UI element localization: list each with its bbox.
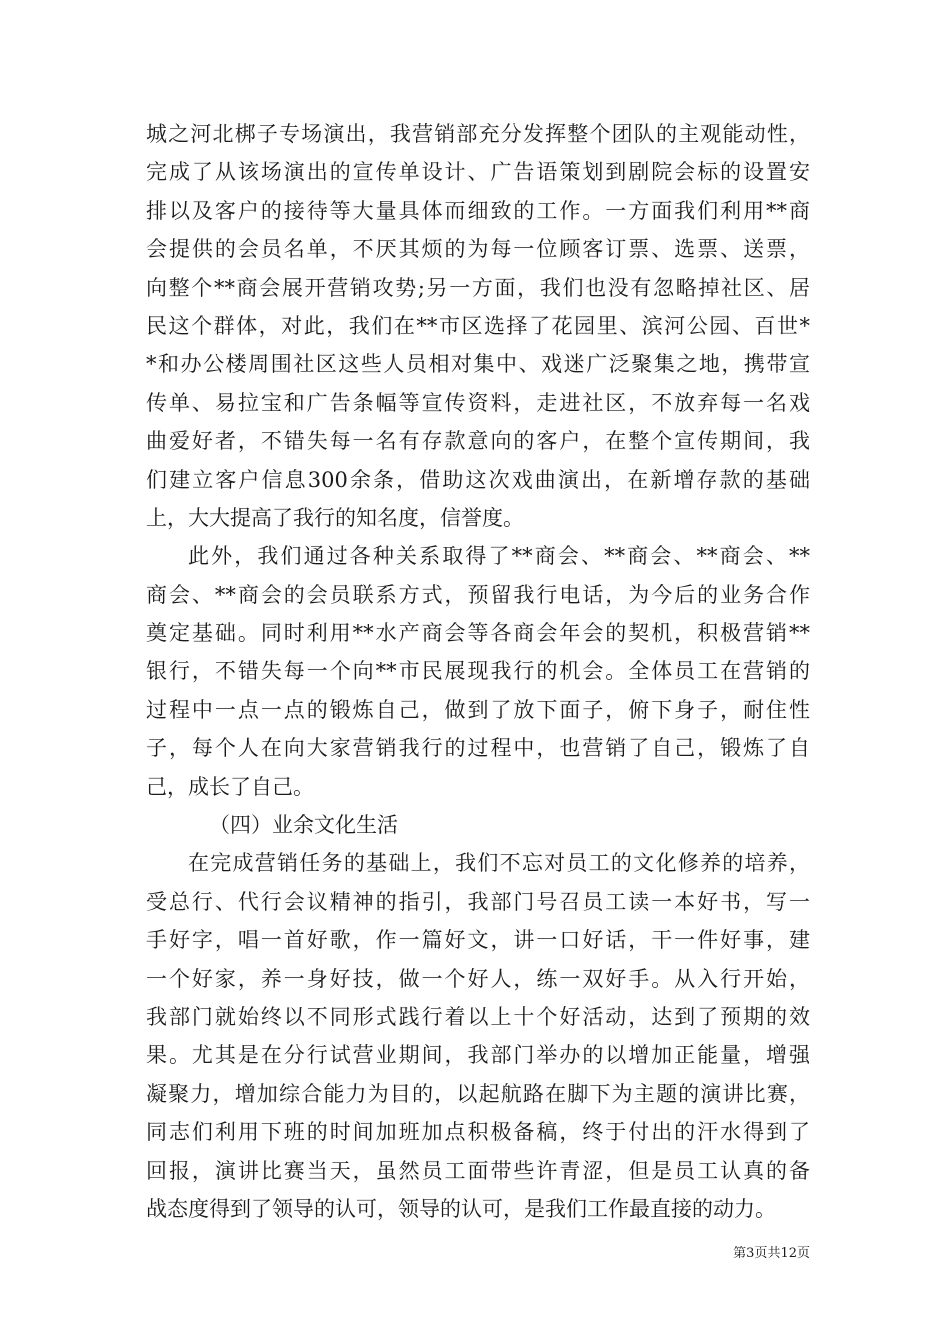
text-line: 手好字，唱一首好歌，作一篇好文，讲一口好话，干一件好事，建 [146,928,810,953]
text-line: 民这个群体，对此，我们在**市区选择了花园里、滨河公园、百世* [146,313,810,338]
section-heading: （四）业余文化生活 [209,813,398,838]
text-line: 己，成长了自己。 [146,774,314,799]
text-line: 银行，不错失每一个向**市民展现我行的机会。全体员工在营销的 [146,659,810,684]
text-line: 城之河北梆子专场演出，我营销部充分发挥整个团队的主观能动性， [146,122,810,146]
text-line: 过程中一点一点的锻炼自己，做到了放下面子，俯下身子，耐住性 [146,697,810,722]
text-line: 传单、易拉宝和广告条幅等宣传资料，走进社区，不放弃每一名戏 [146,390,810,415]
text-line: 上，大大提高了我行的知名度，信誉度。 [146,505,524,530]
text-line: 曲爱好者，不错失每一名有存款意向的客户，在整个宣传期间，我 [146,429,810,454]
paragraph-1 [146,115,810,537]
paragraph-2 [146,537,810,806]
text-line: 完成了从该场演出的宣传单设计、广告语策划到剧院会标的设置安 [146,160,810,185]
text-line: 子，每个人在向大家营销我行的过程中，也营销了自己，锻炼了自 [146,736,810,761]
text-line: 凝聚力，增加综合能力为目的，以起航路在脚下为主题的演讲比赛， [146,1081,810,1106]
page-number: 第3页共12页 [733,1246,810,1261]
text-line: 回报，演讲比赛当天，虽然员工面带些许青涩，但是员工认真的备 [146,1158,810,1183]
text-line: 在完成营销任务的基础上，我们不忘对员工的文化修养的培养， [188,851,810,876]
document-body [146,115,810,1228]
text-line: 同志们利用下班的时间加班加点积极备稿，终于付出的汗水得到了 [146,1120,810,1145]
text-line: 会提供的会员名单，不厌其烦的为每一位顾客订票、选票、送票， [146,237,810,262]
text-line: *和办公楼周围社区这些人员相对集中、戏迷广泛聚集之地，携带宣 [146,352,810,377]
text-line: 奠定基础。同时利用**水产商会等各商会年会的契机，积极营销** [146,621,810,646]
text-line: 一个好家，养一身好技，做一个好人，练一双好手。从入行开始， [146,966,810,991]
text-line: 此外，我们通过各种关系取得了**商会、**商会、**商会、** [188,544,810,569]
text-line: 排以及客户的接待等大量具体而细致的工作。一方面我们利用**商 [146,198,810,223]
paragraph-3 [146,844,810,1228]
text-line: 向整个**商会展开营销攻势;另一方面，我们也没有忽略掉社区、居 [146,275,810,300]
text-line: 们建立客户信息300余条，借助这次戏曲演出，在新增存款的基础 [146,467,810,492]
text-line: 我部门就始终以不同形式践行着以上十个好活动，达到了预期的效 [146,1004,810,1029]
text-line: 商会、**商会的会员联系方式，预留我行电话，为今后的业务合作 [146,582,810,607]
text-line: 果。尤其是在分行试营业期间，我部门举办的以增加正能量，增强 [146,1043,810,1068]
text-line: 战态度得到了领导的认可，领导的认可，是我们工作最直接的动力。 [146,1196,776,1221]
text-line: 受总行、代行会议精神的指引，我部门号召员工读一本好书，写一 [146,889,810,914]
